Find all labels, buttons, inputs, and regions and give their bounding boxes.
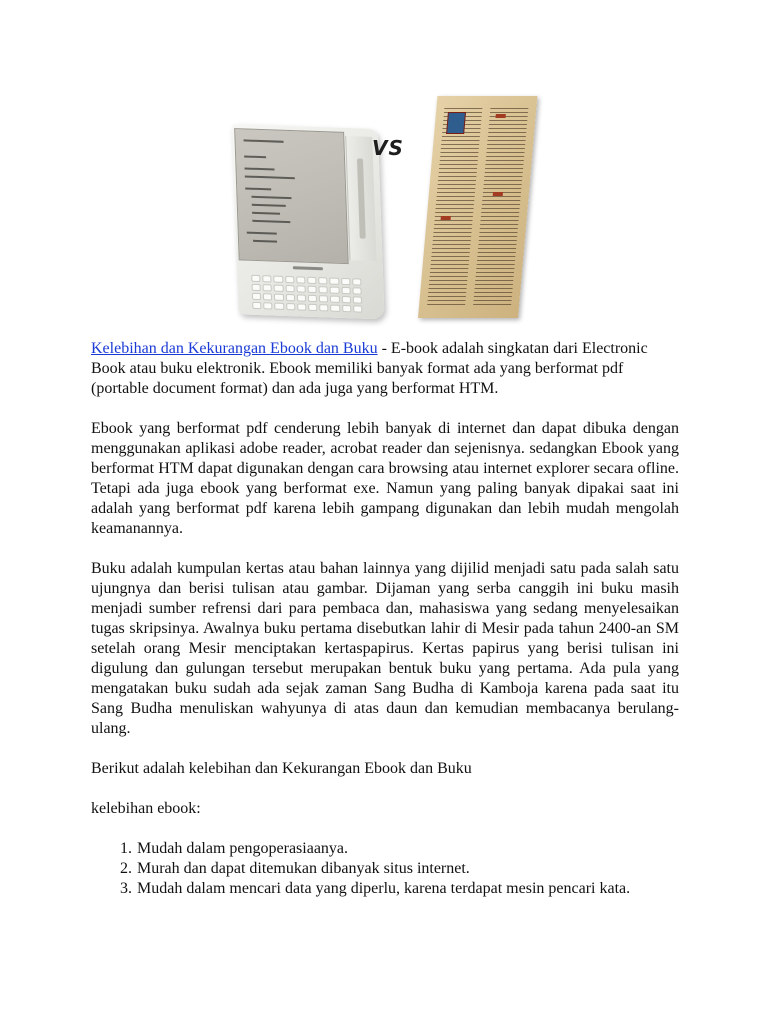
ebook-paragraph: Ebook yang berformat pdf cenderung lebih banyak di internet dan dapat dibuka dengan menggunakan aplikasi adobe reader, acrobat reader dan sejenisnya. sedangkan Ebook yang berformat HTM dapat digunakan dengan cara browsing atau internet explorer secara ofline. Tetapi ada juga ebook yang berformat exe. Namun yang paling banyak dipakai saat ini adalah yang berformat pdf karena lebih gampang digunakan dan lebih mudah mengolah keamanannya.	[91, 420, 679, 537]
illuminated-initial-icon	[446, 112, 466, 134]
intro-text: - E-book adalah singkatan dari Electronic Book atau buku elektronik. Ebook memiliki banyak format ada yang berformat pdf (portable document format) dan ada juga yang berformat HTM.	[91, 340, 648, 397]
brand-mark	[293, 266, 323, 270]
article-body	[91, 339, 679, 899]
manuscript-page-image	[418, 96, 537, 318]
article-title-link[interactable]: Kelebihan dan Kekurangan Ebook dan Buku	[91, 340, 378, 357]
buku-paragraph: Buku adalah kumpulan kertas atau bahan lainnya yang dijilid menjadi satu pada salah satu ujungnya dan berisi tulisan atau gambar. Dijaman yang serba canggih ini buku masih menjadi sumber refrensi dari para pembaca dan, mahasiswa yang sedang menyelesaikan tugas skripsinya. Awalnya buku pertama disebutkan lahir di Mesir pada tahun 2400-an SM setelah orang Mesir menciptakan kertaspapirus. Kertas papirus yang berisi tulisan ini digulung dan gulungan tersebut merupakan bentuk buku yang pertama. Ada pula yang mengatakan buku sudah ada sejak zaman Sang Budha di Kamboja karena pada saat itu Sang Budha menuliskan wahyunya di atas daun dan kemudian membacanya berulang-ulang.	[91, 560, 679, 737]
kelebihan-heading: kelebihan ebook:	[91, 800, 201, 817]
berikut-paragraph: Berikut adalah kelebihan dan Kekurangan Ebook dan Buku	[91, 760, 472, 777]
list-item: 2. Murah dan dapat ditemukan dibanyak situs internet.	[136, 859, 679, 879]
manuscript-text-column	[473, 108, 528, 306]
vs-label: VS	[372, 136, 404, 160]
scroll-wheel-icon	[357, 158, 366, 238]
ereader-screen	[234, 128, 349, 264]
intro-paragraph	[91, 339, 679, 399]
ereader-image	[232, 124, 385, 319]
ebook-vs-book-image	[232, 96, 520, 318]
list-item: 1. Mudah dalam pengoperasiaanya.	[136, 839, 679, 859]
kelebihan-list	[91, 839, 679, 899]
list-item: 3. Mudah dalam mencari data yang diperlu, karena terdapat mesin pencari kata.	[136, 879, 679, 899]
keyboard-icon	[251, 275, 362, 313]
manuscript-text-column	[427, 108, 482, 306]
